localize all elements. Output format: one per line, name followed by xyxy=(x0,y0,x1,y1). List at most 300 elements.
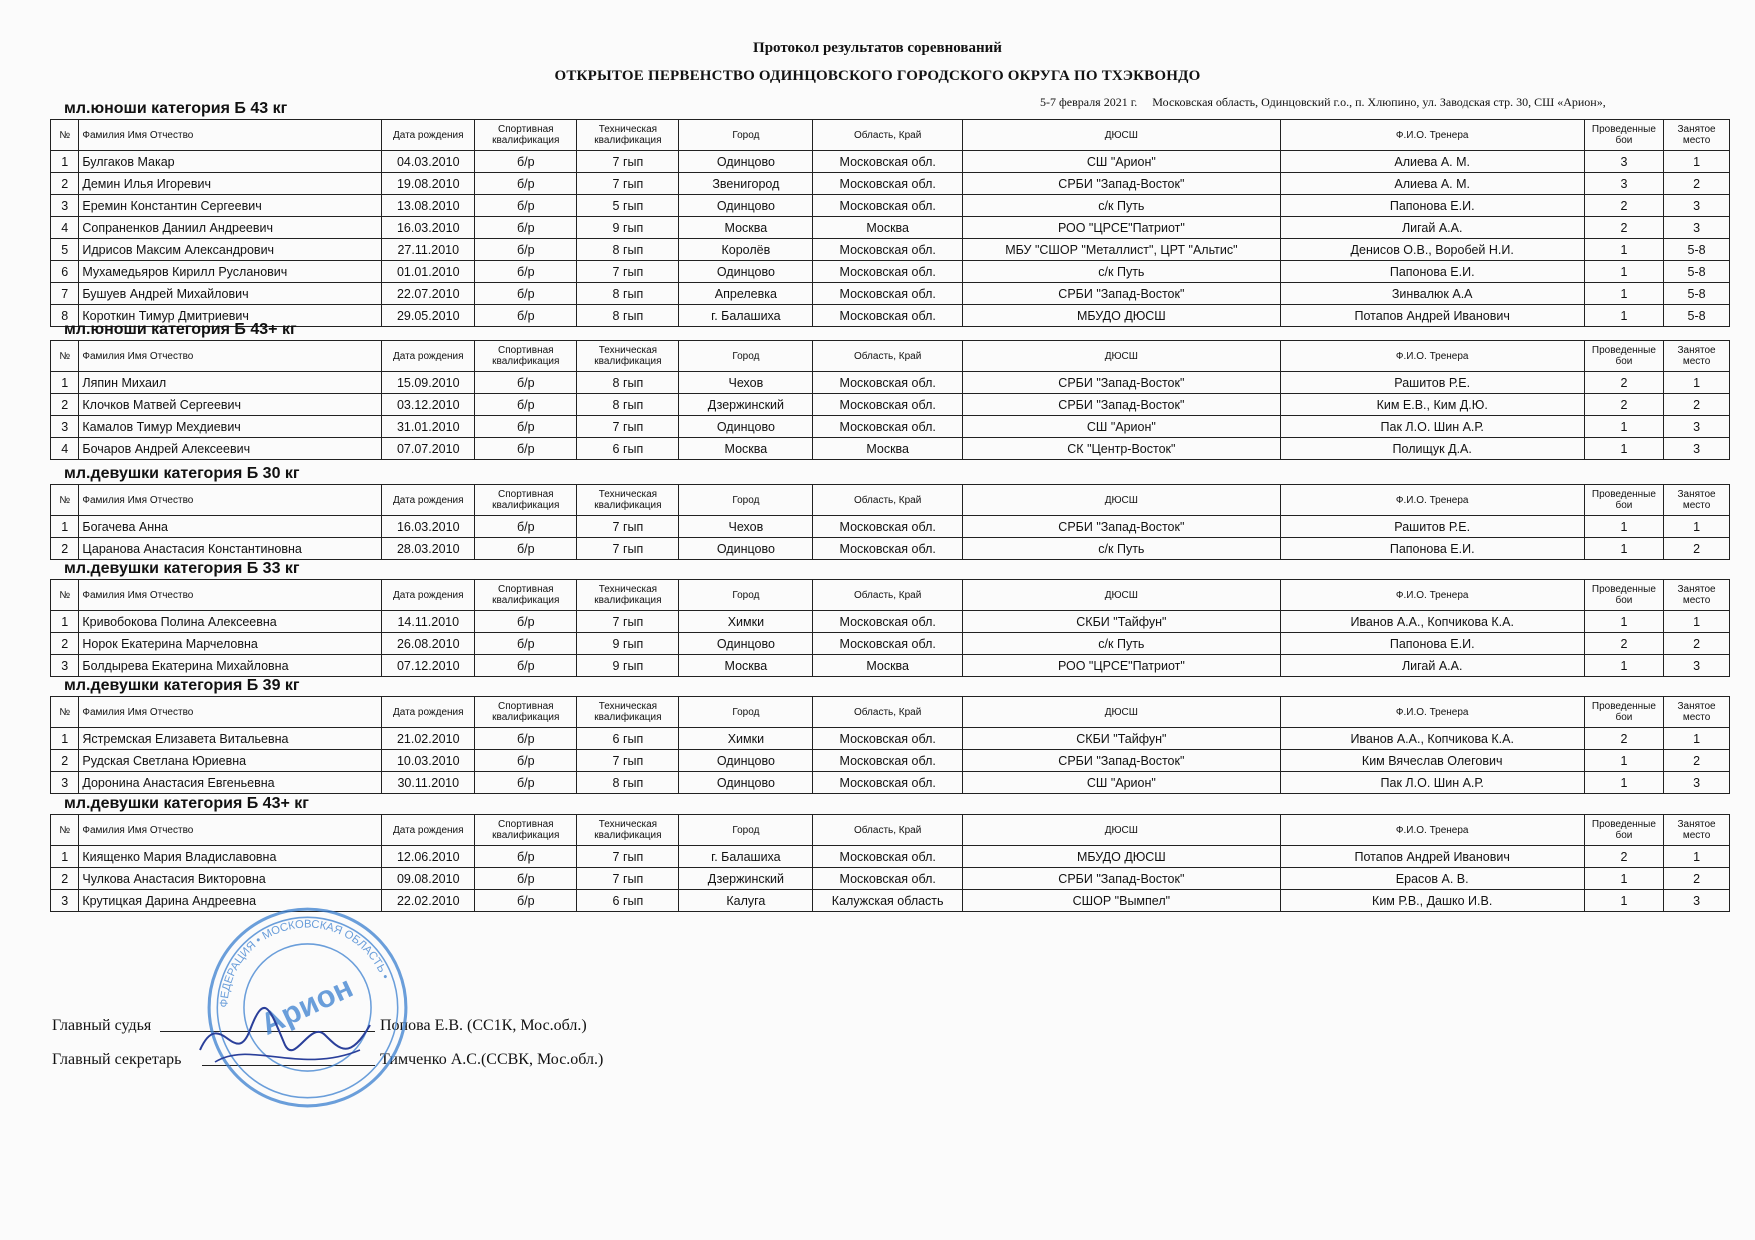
header-col-bouts: Проведенные бои xyxy=(1584,341,1663,372)
col-name: Киященко Мария Владиславовна xyxy=(79,846,382,868)
col-city: Апрелевка xyxy=(679,283,813,305)
header-col-city: Город xyxy=(679,485,813,516)
header-col-number: № xyxy=(51,485,79,516)
col-coach: Рашитов Р.Е. xyxy=(1280,516,1584,538)
col-sport-qual: б/р xyxy=(475,239,577,261)
header-col-sport-qual: Спортивная квалификация xyxy=(475,580,577,611)
col-number: 3 xyxy=(51,890,79,912)
col-bouts: 2 xyxy=(1584,846,1663,868)
event-meta xyxy=(1040,95,1606,110)
col-place: 1 xyxy=(1664,846,1730,868)
header-col-coach: Ф.И.О. Тренера xyxy=(1280,120,1584,151)
col-name: Ляпин Михаил xyxy=(79,372,382,394)
col-coach: Иванов А.А., Копчикова К.А. xyxy=(1280,728,1584,750)
col-birthdate: 19.08.2010 xyxy=(382,173,475,195)
header-col-city: Город xyxy=(679,341,813,372)
col-birthdate: 22.02.2010 xyxy=(382,890,475,912)
col-region: Москва xyxy=(813,655,963,677)
header-col-tech-qual: Техническая квалификация xyxy=(577,815,679,846)
col-sport-qual: б/р xyxy=(475,394,577,416)
col-tech-qual: 7 гып xyxy=(577,416,679,438)
col-birthdate: 26.08.2010 xyxy=(382,633,475,655)
col-name: Булгаков Макар xyxy=(79,151,382,173)
col-name: Чулкова Анастасия Викторовна xyxy=(79,868,382,890)
event-venue: Московская область, Одинцовский г.о., п. Хлюпино, ул. Заводская стр. 30, СШ «Арион», xyxy=(1152,95,1606,109)
header-col-sport-qual: Спортивная квалификация xyxy=(475,341,577,372)
col-coach: Папонова Е.И. xyxy=(1280,633,1584,655)
results-table xyxy=(50,696,1730,794)
header-col-sport-qual: Спортивная квалификация xyxy=(475,485,577,516)
col-school: с/к Путь xyxy=(963,538,1281,560)
header-col-number: № xyxy=(51,815,79,846)
col-region: Московская обл. xyxy=(813,416,963,438)
col-region: Московская обл. xyxy=(813,305,963,327)
col-tech-qual: 7 гып xyxy=(577,516,679,538)
col-birthdate: 13.08.2010 xyxy=(382,195,475,217)
col-birthdate: 14.11.2010 xyxy=(382,611,475,633)
col-number: 4 xyxy=(51,217,79,239)
col-birthdate: 03.12.2010 xyxy=(382,394,475,416)
header-col-school: ДЮСШ xyxy=(963,485,1281,516)
col-number: 1 xyxy=(51,516,79,538)
col-place: 3 xyxy=(1664,416,1730,438)
table-header-row xyxy=(51,341,1730,372)
col-city: Одинцово xyxy=(679,538,813,560)
header-col-birthdate: Дата рождения xyxy=(382,341,475,372)
col-tech-qual: 7 гып xyxy=(577,151,679,173)
header-col-sport-qual: Спортивная квалификация xyxy=(475,120,577,151)
col-number: 3 xyxy=(51,416,79,438)
col-bouts: 1 xyxy=(1584,772,1663,794)
col-place: 2 xyxy=(1664,173,1730,195)
col-tech-qual: 6 гып xyxy=(577,728,679,750)
col-bouts: 2 xyxy=(1584,633,1663,655)
chief-secretary-signature-line xyxy=(52,1051,604,1069)
col-region: Московская обл. xyxy=(813,750,963,772)
col-school: СШ "Арион" xyxy=(963,772,1281,794)
col-city: Москва xyxy=(679,655,813,677)
category-title: мл.девушки категория Б 39 кг xyxy=(64,677,300,694)
col-bouts: 3 xyxy=(1584,151,1663,173)
header-col-region: Область, Край xyxy=(813,815,963,846)
col-region: Московская обл. xyxy=(813,372,963,394)
col-place: 2 xyxy=(1664,394,1730,416)
col-region: Московская обл. xyxy=(813,195,963,217)
col-birthdate: 22.07.2010 xyxy=(382,283,475,305)
col-sport-qual: б/р xyxy=(475,173,577,195)
col-sport-qual: б/р xyxy=(475,283,577,305)
col-number: 3 xyxy=(51,655,79,677)
header-col-sport-qual: Спортивная квалификация xyxy=(475,815,577,846)
col-number: 1 xyxy=(51,846,79,868)
header-col-tech-qual: Техническая квалификация xyxy=(577,120,679,151)
col-school: с/к Путь xyxy=(963,261,1281,283)
col-city: Химки xyxy=(679,728,813,750)
col-bouts: 1 xyxy=(1584,750,1663,772)
col-school: СКБИ "Тайфун" xyxy=(963,728,1281,750)
col-tech-qual: 8 гып xyxy=(577,394,679,416)
col-school: РОО "ЦРСЕ"Патриот" xyxy=(963,655,1281,677)
results-table xyxy=(50,119,1730,327)
col-tech-qual: 6 гып xyxy=(577,890,679,912)
col-number: 5 xyxy=(51,239,79,261)
header-col-birthdate: Дата рождения xyxy=(382,697,475,728)
col-region: Москва xyxy=(813,438,963,460)
col-coach: Иванов А.А., Копчикова К.А. xyxy=(1280,611,1584,633)
col-tech-qual: 7 гып xyxy=(577,173,679,195)
header-col-city: Город xyxy=(679,580,813,611)
col-region: Московская обл. xyxy=(813,239,963,261)
col-bouts: 1 xyxy=(1584,538,1663,560)
col-name: Болдырева Екатерина Михайловна xyxy=(79,655,382,677)
col-coach: Денисов О.В., Воробей Н.И. xyxy=(1280,239,1584,261)
header-col-tech-qual: Техническая квалификация xyxy=(577,485,679,516)
col-coach: Ким Р.В., Дашко И.В. xyxy=(1280,890,1584,912)
col-sport-qual: б/р xyxy=(475,261,577,283)
col-bouts: 1 xyxy=(1584,283,1663,305)
header-col-region: Область, Край xyxy=(813,485,963,516)
col-bouts: 1 xyxy=(1584,438,1663,460)
header-col-bouts: Проведенные бои xyxy=(1584,485,1663,516)
header-col-sport-qual: Спортивная квалификация xyxy=(475,697,577,728)
header-col-birthdate: Дата рождения xyxy=(382,580,475,611)
col-tech-qual: 7 гып xyxy=(577,846,679,868)
col-city: Дзержинский xyxy=(679,868,813,890)
table-row xyxy=(51,195,1730,217)
col-bouts: 2 xyxy=(1584,217,1663,239)
table-header-row xyxy=(51,815,1730,846)
col-region: Московская обл. xyxy=(813,516,963,538)
col-number: 1 xyxy=(51,611,79,633)
col-number: 4 xyxy=(51,438,79,460)
col-region: Московская обл. xyxy=(813,846,963,868)
col-coach: Потапов Андрей Иванович xyxy=(1280,846,1584,868)
col-birthdate: 16.03.2010 xyxy=(382,217,475,239)
col-sport-qual: б/р xyxy=(475,772,577,794)
table-header-row xyxy=(51,580,1730,611)
col-city: Чехов xyxy=(679,516,813,538)
chief-judge-signature-line xyxy=(52,1017,587,1035)
col-tech-qual: 8 гып xyxy=(577,239,679,261)
col-place: 5-8 xyxy=(1664,283,1730,305)
col-coach: Алиева А. М. xyxy=(1280,151,1584,173)
col-bouts: 1 xyxy=(1584,611,1663,633)
col-region: Московская обл. xyxy=(813,283,963,305)
table-row xyxy=(51,372,1730,394)
header-col-tech-qual: Техническая квалификация xyxy=(577,697,679,728)
col-name: Бочаров Андрей Алексеевич xyxy=(79,438,382,460)
header-col-coach: Ф.И.О. Тренера xyxy=(1280,580,1584,611)
col-tech-qual: 8 гып xyxy=(577,372,679,394)
col-sport-qual: б/р xyxy=(475,655,577,677)
col-sport-qual: б/р xyxy=(475,538,577,560)
col-number: 6 xyxy=(51,261,79,283)
handwritten-signature xyxy=(190,1000,380,1080)
col-number: 2 xyxy=(51,538,79,560)
col-city: Чехов xyxy=(679,372,813,394)
col-number: 1 xyxy=(51,151,79,173)
col-coach: Ким Е.В., Ким Д.Ю. xyxy=(1280,394,1584,416)
header-col-coach: Ф.И.О. Тренера xyxy=(1280,485,1584,516)
col-bouts: 1 xyxy=(1584,416,1663,438)
col-name: Еремин Константин Сергеевич xyxy=(79,195,382,217)
col-place: 3 xyxy=(1664,195,1730,217)
col-coach: Папонова Е.И. xyxy=(1280,261,1584,283)
col-name: Царанова Анастасия Константиновна xyxy=(79,538,382,560)
stamp-ring-text: ФЕДЕРАЦИЯ • МОСКОВСКАЯ ОБЛАСТЬ • xyxy=(218,918,391,1008)
col-region: Московская обл. xyxy=(813,151,963,173)
col-coach: Потапов Андрей Иванович xyxy=(1280,305,1584,327)
col-coach: Зинвалюк А.А xyxy=(1280,283,1584,305)
col-school: СРБИ "Запад-Восток" xyxy=(963,372,1281,394)
event-date: 5-7 февраля 2021 г. xyxy=(1040,95,1138,109)
col-school: СРБИ "Запад-Восток" xyxy=(963,173,1281,195)
table-row xyxy=(51,305,1730,327)
col-place: 1 xyxy=(1664,611,1730,633)
col-tech-qual: 6 гып xyxy=(577,438,679,460)
col-birthdate: 29.05.2010 xyxy=(382,305,475,327)
col-bouts: 1 xyxy=(1584,261,1663,283)
col-tech-qual: 7 гып xyxy=(577,750,679,772)
header-col-name: Фамилия Имя Отчество xyxy=(79,815,382,846)
header-col-place: Занятое место xyxy=(1664,120,1730,151)
col-birthdate: 31.01.2010 xyxy=(382,416,475,438)
header-col-number: № xyxy=(51,697,79,728)
col-school: СШОР "Вымпел" xyxy=(963,890,1281,912)
col-sport-qual: б/р xyxy=(475,750,577,772)
col-bouts: 3 xyxy=(1584,173,1663,195)
col-region: Калужская область xyxy=(813,890,963,912)
col-sport-qual: б/р xyxy=(475,438,577,460)
col-name: Норок Екатерина Марчеловна xyxy=(79,633,382,655)
header-col-region: Область, Край xyxy=(813,120,963,151)
header-col-bouts: Проведенные бои xyxy=(1584,815,1663,846)
col-place: 1 xyxy=(1664,372,1730,394)
col-sport-qual: б/р xyxy=(475,890,577,912)
col-birthdate: 27.11.2010 xyxy=(382,239,475,261)
table-row xyxy=(51,750,1730,772)
col-city: Королёв xyxy=(679,239,813,261)
col-tech-qual: 9 гып xyxy=(577,633,679,655)
col-city: Калуга xyxy=(679,890,813,912)
header-col-birthdate: Дата рождения xyxy=(382,120,475,151)
col-name: Ястремская Елизавета Витальевна xyxy=(79,728,382,750)
col-place: 3 xyxy=(1664,655,1730,677)
chief-judge-label: Главный судья xyxy=(52,1017,152,1034)
col-place: 5-8 xyxy=(1664,305,1730,327)
col-city: Одинцово xyxy=(679,261,813,283)
col-bouts: 1 xyxy=(1584,305,1663,327)
table-row xyxy=(51,217,1730,239)
col-sport-qual: б/р xyxy=(475,846,577,868)
header-col-place: Занятое место xyxy=(1664,815,1730,846)
col-place: 5-8 xyxy=(1664,261,1730,283)
col-sport-qual: б/р xyxy=(475,217,577,239)
col-school: СРБИ "Запад-Восток" xyxy=(963,868,1281,890)
col-birthdate: 16.03.2010 xyxy=(382,516,475,538)
table-row xyxy=(51,173,1730,195)
header-col-birthdate: Дата рождения xyxy=(382,815,475,846)
col-tech-qual: 8 гып xyxy=(577,305,679,327)
col-region: Московская обл. xyxy=(813,538,963,560)
col-bouts: 1 xyxy=(1584,239,1663,261)
header-col-number: № xyxy=(51,120,79,151)
col-sport-qual: б/р xyxy=(475,633,577,655)
col-birthdate: 07.12.2010 xyxy=(382,655,475,677)
chief-judge-name: Попова Е.В. (СС1К, Мос.обл.) xyxy=(380,1017,587,1034)
col-tech-qual: 9 гып xyxy=(577,655,679,677)
col-city: Дзержинский xyxy=(679,394,813,416)
col-tech-qual: 7 гып xyxy=(577,868,679,890)
col-city: Звенигород xyxy=(679,173,813,195)
col-coach: Папонова Е.И. xyxy=(1280,195,1584,217)
col-bouts: 2 xyxy=(1584,728,1663,750)
col-tech-qual: 7 гып xyxy=(577,261,679,283)
table-row xyxy=(51,261,1730,283)
table-row xyxy=(51,633,1730,655)
col-school: СКБИ "Тайфун" xyxy=(963,611,1281,633)
col-coach: Рашитов Р.Е. xyxy=(1280,372,1584,394)
col-city: Одинцово xyxy=(679,195,813,217)
header-col-city: Город xyxy=(679,120,813,151)
header-col-tech-qual: Техническая квалификация xyxy=(577,580,679,611)
header-col-bouts: Проведенные бои xyxy=(1584,120,1663,151)
col-number: 3 xyxy=(51,195,79,217)
results-table xyxy=(50,814,1730,912)
col-place: 2 xyxy=(1664,868,1730,890)
col-region: Московская обл. xyxy=(813,173,963,195)
col-coach: Лигай А.А. xyxy=(1280,217,1584,239)
col-place: 1 xyxy=(1664,728,1730,750)
category-title: мл.девушки категория Б 43+ кг xyxy=(64,795,309,812)
header-col-bouts: Проведенные бои xyxy=(1584,697,1663,728)
header-col-place: Занятое место xyxy=(1664,580,1730,611)
col-city: г. Балашиха xyxy=(679,846,813,868)
col-school: СРБИ "Запад-Восток" xyxy=(963,394,1281,416)
col-number: 1 xyxy=(51,372,79,394)
col-city: Одинцово xyxy=(679,750,813,772)
col-school: МБУДО ДЮСШ xyxy=(963,846,1281,868)
col-city: Одинцово xyxy=(679,633,813,655)
col-number: 2 xyxy=(51,173,79,195)
col-region: Московская обл. xyxy=(813,394,963,416)
header-col-region: Область, Край xyxy=(813,697,963,728)
col-name: Демин Илья Игоревич xyxy=(79,173,382,195)
col-sport-qual: б/р xyxy=(475,151,577,173)
col-school: СРБИ "Запад-Восток" xyxy=(963,283,1281,305)
col-sport-qual: б/р xyxy=(475,611,577,633)
col-region: Московская обл. xyxy=(813,261,963,283)
col-city: Москва xyxy=(679,438,813,460)
col-sport-qual: б/р xyxy=(475,305,577,327)
col-school: СК "Центр-Восток" xyxy=(963,438,1281,460)
col-sport-qual: б/р xyxy=(475,516,577,538)
col-name: Крутицкая Дарина Андреевна xyxy=(79,890,382,912)
col-region: Московская обл. xyxy=(813,772,963,794)
col-name: Клочков Матвей Сергеевич xyxy=(79,394,382,416)
col-place: 2 xyxy=(1664,538,1730,560)
col-birthdate: 28.03.2010 xyxy=(382,538,475,560)
header-col-tech-qual: Техническая квалификация xyxy=(577,341,679,372)
col-city: Одинцово xyxy=(679,151,813,173)
col-school: СШ "Арион" xyxy=(963,416,1281,438)
col-name: Идрисов Максим Александрович xyxy=(79,239,382,261)
category-title: мл.юноши категория Б 43+ кг xyxy=(64,321,297,338)
category-title: мл.девушки категория Б 33 кг xyxy=(64,560,300,577)
col-number: 2 xyxy=(51,750,79,772)
header-col-place: Занятое место xyxy=(1664,485,1730,516)
col-tech-qual: 9 гып xyxy=(577,217,679,239)
col-sport-qual: б/р xyxy=(475,372,577,394)
col-place: 2 xyxy=(1664,633,1730,655)
header-col-bouts: Проведенные бои xyxy=(1584,580,1663,611)
col-birthdate: 01.01.2010 xyxy=(382,261,475,283)
header-col-region: Область, Край xyxy=(813,580,963,611)
col-place: 3 xyxy=(1664,772,1730,794)
col-bouts: 1 xyxy=(1584,868,1663,890)
document-subtitle: ОТКРЫТОЕ ПЕРВЕНСТВО ОДИНЦОВСКОГО ГОРОДСКОГО ОКРУГА ПО ТХЭКВОНДО xyxy=(554,68,1201,84)
col-city: Одинцово xyxy=(679,416,813,438)
table-row xyxy=(51,538,1730,560)
col-name: Камалов Тимур Мехдиевич xyxy=(79,416,382,438)
col-tech-qual: 7 гып xyxy=(577,611,679,633)
col-name: Рудская Светлана Юриевна xyxy=(79,750,382,772)
col-coach: Папонова Е.И. xyxy=(1280,538,1584,560)
col-coach: Пак Л.О. Шин А.Р. xyxy=(1280,772,1584,794)
col-tech-qual: 8 гып xyxy=(577,772,679,794)
col-birthdate: 15.09.2010 xyxy=(382,372,475,394)
header-col-school: ДЮСШ xyxy=(963,815,1281,846)
col-name: Бушуев Андрей Михайлович xyxy=(79,283,382,305)
col-name: Кривобокова Полина Алексеевна xyxy=(79,611,382,633)
table-header-row xyxy=(51,120,1730,151)
col-name: Мухамедьяров Кирилл Русланович xyxy=(79,261,382,283)
header-col-name: Фамилия Имя Отчество xyxy=(79,120,382,151)
table-row xyxy=(51,239,1730,261)
col-place: 3 xyxy=(1664,217,1730,239)
col-place: 3 xyxy=(1664,438,1730,460)
col-sport-qual: б/р xyxy=(475,868,577,890)
col-region: Московская обл. xyxy=(813,728,963,750)
col-coach: Алиева А. М. xyxy=(1280,173,1584,195)
col-place: 5-8 xyxy=(1664,239,1730,261)
col-place: 1 xyxy=(1664,516,1730,538)
col-birthdate: 10.03.2010 xyxy=(382,750,475,772)
col-coach: Полищук Д.А. xyxy=(1280,438,1584,460)
col-number: 7 xyxy=(51,283,79,305)
col-number: 2 xyxy=(51,394,79,416)
header-col-region: Область, Край xyxy=(813,341,963,372)
table-row xyxy=(51,283,1730,305)
col-birthdate: 30.11.2010 xyxy=(382,772,475,794)
col-coach: Пак Л.О. Шин А.Р. xyxy=(1280,416,1584,438)
col-region: Московская обл. xyxy=(813,633,963,655)
header-col-school: ДЮСШ xyxy=(963,580,1281,611)
table-row xyxy=(51,516,1730,538)
header-col-place: Занятое место xyxy=(1664,341,1730,372)
col-birthdate: 09.08.2010 xyxy=(382,868,475,890)
table-row xyxy=(51,728,1730,750)
col-school: с/к Путь xyxy=(963,633,1281,655)
table-row xyxy=(51,772,1730,794)
col-region: Московская обл. xyxy=(813,611,963,633)
results-table xyxy=(50,340,1730,460)
col-school: СШ "Арион" xyxy=(963,151,1281,173)
col-birthdate: 21.02.2010 xyxy=(382,728,475,750)
col-place: 3 xyxy=(1664,890,1730,912)
col-sport-qual: б/р xyxy=(475,416,577,438)
col-tech-qual: 5 гып xyxy=(577,195,679,217)
